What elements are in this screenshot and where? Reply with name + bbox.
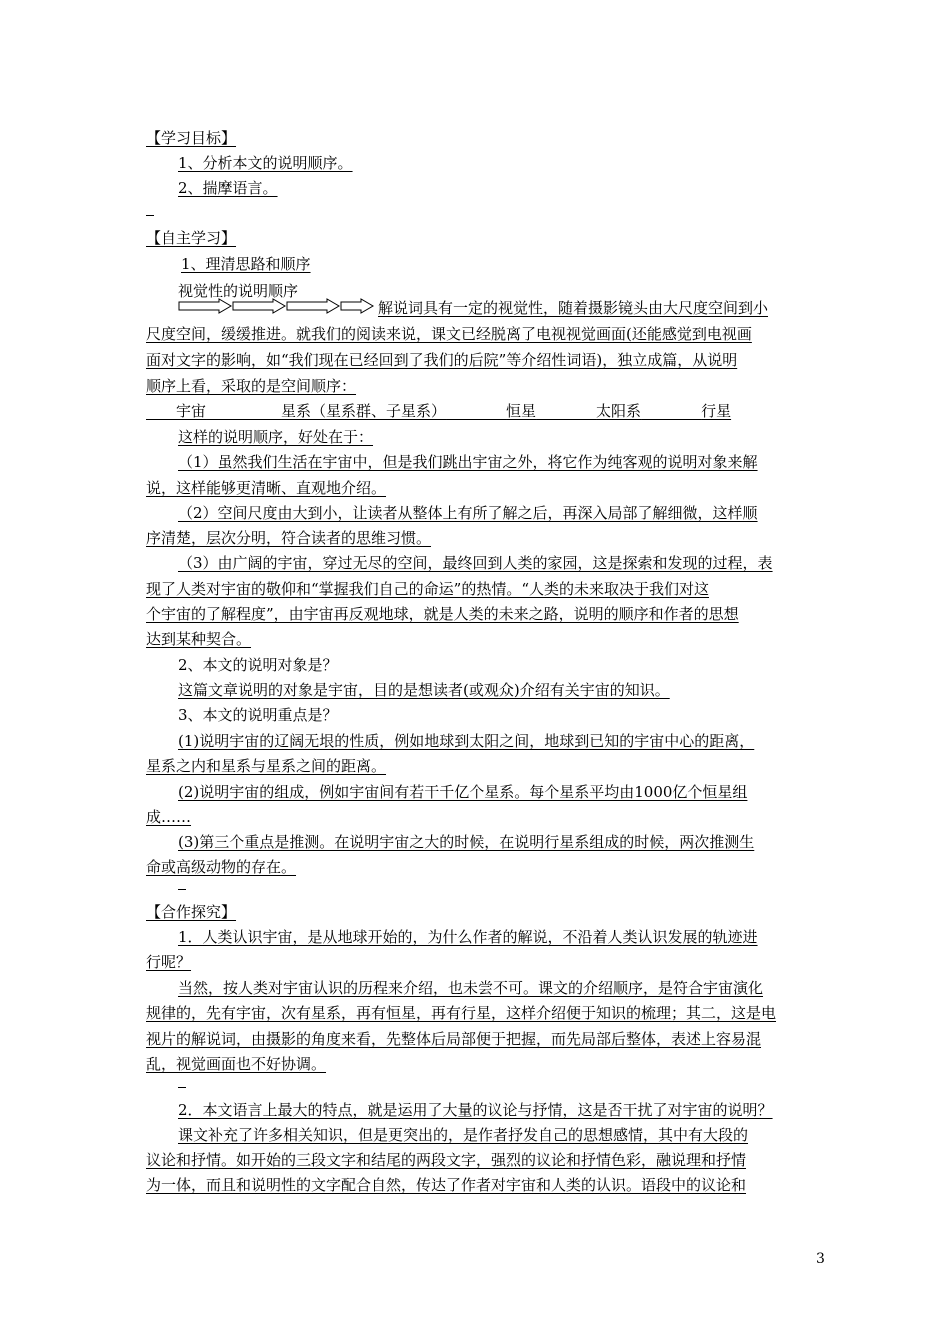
answer-line: 为一体，而且和说明性的文字配合自然，传达了作者对宇宙和人类的认识。语段中的议论和 bbox=[146, 1176, 747, 1194]
answer-line: 议论和抒情。如开始的三段文字和结尾的两段文字，强烈的议论和抒情色彩，融说理和抒情 bbox=[146, 1151, 747, 1169]
goal-item: 2、揣摩语言。 bbox=[178, 179, 278, 197]
answer-line: (3)第三个重点是推测。在说明宇宙之大的时候，在说明行星系组成的时候，两次推测生 bbox=[178, 833, 755, 851]
section-heading-self-study: 【自主学习】 bbox=[146, 229, 237, 247]
question-line: 行呢？ bbox=[146, 953, 192, 971]
paragraph-line: 解说词具有一定的视觉性，随着摄影镜头由大尺度空间到小 bbox=[378, 299, 769, 317]
benefit-intro: 这样的说明顺序，好处在于： bbox=[178, 428, 374, 446]
answer-line: 星系之内和星系与星系之间的距离。 bbox=[146, 757, 387, 775]
order-item: 星系（星系群、子星系） bbox=[281, 402, 447, 420]
paragraph-line: 说，这样能够更清晰、直观地介绍。 bbox=[146, 479, 387, 497]
blank-mark bbox=[146, 215, 154, 216]
answer-line: 视片的解说词，由摄影的角度来看，先整体后局部便于把握，而先局部后整体，表述上容易混 bbox=[146, 1030, 762, 1048]
order-item: 太阳系 bbox=[596, 402, 642, 420]
order-item: 行星 bbox=[701, 402, 732, 420]
question-label: 2、本文的说明对象是？ bbox=[178, 656, 338, 674]
section-heading-goals: 【学习目标】 bbox=[146, 129, 237, 147]
paragraph-line: 现了人类对宇宙的敬仰和“掌握我们自己的命运”的热情。“人类的未来取决于我们对这 bbox=[146, 580, 710, 598]
paragraph-line: 尺度空间，缓缓推进。就我们的阅读来说，课文已经脱离了电视视觉画面(还能感觉到电视画 bbox=[146, 325, 752, 343]
blank-mark bbox=[178, 1087, 186, 1088]
answer-line: 规律的，先有宇宙，次有星系，再有恒星，再有行星，这样介绍便于知识的梳理；其二，这是电 bbox=[146, 1004, 777, 1022]
answer-line: (2)说明宇宙的组成，例如宇宙间有若干千亿个星系。每个星系平均由1000亿个恒星组 bbox=[178, 783, 748, 801]
question-line: 1．人类认识宇宙，是从地球开始的，为什么作者的解说，不沿着人类认识发展的轨迹进 bbox=[178, 928, 758, 946]
paragraph-line: 个宇宙的了解程度”，由宇宙再反观地球，就是人类的未来之路，说明的顺序和作者的思想 bbox=[146, 605, 739, 623]
spatial-order-row bbox=[146, 401, 756, 421]
goal-item: 1、分析本文的说明顺序。 bbox=[178, 154, 353, 172]
question-label: 3、本文的说明重点是？ bbox=[178, 706, 338, 724]
answer-line: 这篇文章说明的对象是宇宙，目的是想读者(或观众)介绍有关宇宙的知识。 bbox=[178, 681, 670, 699]
arrow-chain-icon bbox=[177, 298, 377, 314]
question-label: 1、理清思路和顺序 bbox=[181, 255, 311, 273]
answer-line: 成…… bbox=[146, 808, 192, 826]
section-heading-coop: 【合作探究】 bbox=[146, 903, 237, 921]
order-item: 宇宙 bbox=[176, 402, 207, 420]
visual-order-label: 视觉性的说明顺序 bbox=[178, 282, 299, 300]
answer-line: 当然，按人类对宇宙认识的历程来介绍，也未尝不可。课文的介绍顺序，是符合宇宙演化 bbox=[178, 979, 764, 997]
blank-mark bbox=[178, 889, 186, 890]
order-item: 恒星 bbox=[506, 402, 537, 420]
paragraph-line: （3）由广阔的宇宙，穿过无尽的空间，最终回到人类的家园，这是探索和发现的过程，表 bbox=[178, 554, 773, 572]
paragraph-line: 序清楚，层次分明，符合读者的思维习惯。 bbox=[146, 529, 432, 547]
paragraph-line: （1）虽然我们生活在宇宙中，但是我们跳出宇宙之外，将它作为纯客观的说明对象来解 bbox=[178, 453, 758, 471]
answer-line: 乱，视觉画面也不好协调。 bbox=[146, 1055, 327, 1073]
question-line: 2．本文语言上最大的特点，就是运用了大量的议论与抒情，这是否干扰了对宇宙的说明？ bbox=[178, 1101, 773, 1119]
paragraph-line: （2）空间尺度由大到小，让读者从整体上有所了解之后，再深入局部了解细微，这样顺 bbox=[178, 504, 758, 522]
answer-line: 命或高级动物的存在。 bbox=[146, 858, 297, 876]
answer-line: (1)说明宇宙的辽阔无垠的性质，例如地球到太阳之间，地球到已知的宇宙中心的距离， bbox=[178, 732, 755, 750]
page-number: 3 bbox=[816, 1251, 825, 1267]
paragraph-line: 面对文字的影响，如“我们现在已经回到了我们的后院”等介绍性词语)，独立成篇，从说明 bbox=[146, 351, 738, 369]
answer-line: 课文补充了许多相关知识，但是更突出的，是作者抒发自己的思想感情，其中有大段的 bbox=[178, 1126, 749, 1144]
paragraph-line: 顺序上看，采取的是空间顺序： bbox=[146, 377, 357, 395]
paragraph-line: 达到某种契合。 bbox=[146, 630, 252, 648]
